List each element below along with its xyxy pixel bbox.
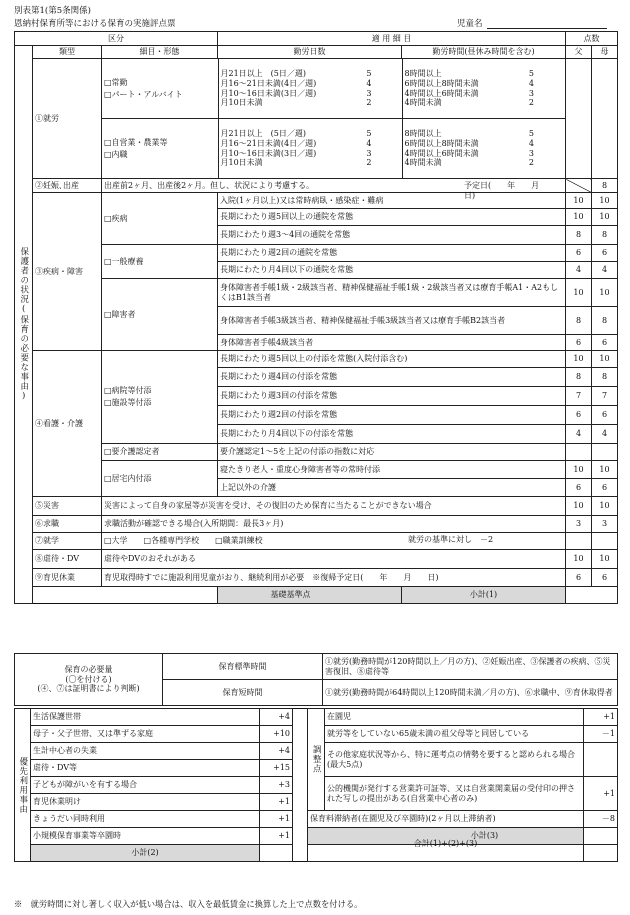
child-name-line (487, 28, 607, 29)
nursing-mother: 8 (592, 368, 618, 387)
option-parttime[interactable]: □パート・アルバイト (104, 89, 183, 99)
work-hours-points: 2 (528, 98, 534, 108)
illness-father: 6 (566, 335, 592, 351)
adjustment-item: 在園児 (325, 709, 584, 726)
father-header: 父 (566, 46, 592, 59)
nursing-father: 6 (566, 406, 592, 425)
priority-points: +1 (260, 811, 293, 828)
short-time-text: ①就労(勤務時間が64時間以上120時間未満／月の方)、⑥求職中、⑨育休取得者 (323, 680, 618, 706)
work-days-row: 月16～21日未満(4日／週) (220, 78, 317, 88)
illness-mother: 8 (592, 307, 618, 335)
pregnancy-father-na (566, 179, 592, 193)
standard-time-text: ①就労(勤務時間が120時間以上／月の方)、②妊娠出産、③保護者の疾病、⑤災害復旧、⑧虐待等 (323, 654, 618, 680)
option-home-work[interactable]: □内職 (104, 149, 128, 159)
nursing-mother: 6 (592, 406, 618, 425)
priority-points: +1 (260, 828, 293, 845)
work-hours-row: 6時間以上8時間未満 (404, 138, 479, 148)
adjustment-item: 就労等をしていない65歳未満の祖父母等と同居している (325, 726, 584, 743)
detail-header: 適 用 細 目 (218, 32, 566, 46)
employment-grid (102, 59, 566, 178)
column-gap (293, 709, 308, 862)
home-care-form[interactable]: □居宅内付添 (102, 461, 218, 497)
disaster-text: 災害によって自身の家屋等が災害を受け、その復旧のため保育に当たることができない場合 (102, 497, 566, 516)
nursing-row: 長期にわたり月4回以下の付添を常態 (218, 425, 566, 444)
schooling-father[interactable] (566, 533, 592, 550)
short-time-label[interactable]: 保育短時間 (163, 680, 323, 706)
subtotal3-label: 小計(3) (308, 828, 584, 845)
necessity-note: (④、⑦は証明書により判断) (37, 684, 140, 694)
pregnancy-due-date[interactable]: 予定日( 年 月 日) (464, 181, 556, 200)
work-hours-points: 2 (528, 158, 534, 168)
work-hours-row: 8時間以上 (404, 69, 442, 78)
nursing-father: 8 (566, 368, 592, 387)
illness-mother: 4 (592, 262, 618, 279)
work-days-row: 月10～16日未満(3日／週) (220, 148, 317, 158)
childcare-leave-father: 6 (566, 569, 592, 587)
illness-row: 長期にわたり月4回以下の通院を常態 (218, 262, 566, 279)
work-days-points: 5 (366, 129, 372, 138)
nursing-row: 長期にわたり週5回以上の付添を常態(入院付添含む) (218, 351, 566, 368)
employment-father[interactable] (566, 59, 592, 179)
priority-points: +10 (260, 726, 293, 743)
subtotal3-value[interactable] (584, 828, 618, 845)
subtotal2-value[interactable] (260, 845, 293, 862)
disability-form[interactable]: □障害者 (102, 279, 218, 351)
illness-father: 6 (566, 245, 592, 262)
abuse-type: ⑧虐待・DV (33, 550, 102, 569)
evaluation-table (14, 31, 618, 604)
standard-time-label[interactable]: 保育標準時間 (163, 654, 323, 680)
points-header: 点数 (566, 32, 618, 46)
illness-father: 10 (566, 279, 592, 307)
option-self-employed[interactable]: □自営業・農業等 (104, 137, 168, 147)
pregnancy-type: ②妊娠､出産 (33, 179, 102, 193)
nursing-mother: 10 (592, 351, 618, 368)
illness-mother: 10 (592, 193, 618, 209)
work-hours-row: 4時間以上6時間未満 (404, 88, 479, 98)
work-days-points: 3 (366, 148, 372, 158)
illness-row: 身体障害者手帳1級・2級該当者、精神保健福祉手帳1級・2級該当者又は療育手帳A1・A2もしくはB1該当者 (218, 279, 566, 307)
employment-type: ①就労 (33, 59, 102, 179)
illness-mother: 6 (592, 335, 618, 351)
adjustment-item: 保育料滞納者(在園児及び卒園時)(2ヶ月以上滞納者) (308, 811, 584, 828)
priority-item: 母子・父子世帯、又は準ずる家庭 (31, 726, 260, 743)
nursing-row: 寝たきり老人・重度心身障害者等の常時付添 (218, 461, 566, 479)
work-days-row: 月21日以上 (5日／週) (220, 129, 307, 138)
priority-points: +3 (260, 777, 293, 794)
work-days-header: 勤労日数 (218, 46, 402, 59)
illness-row: 身体障害者手帳3級該当者、精神保健福祉手帳3級該当者又は療育手帳B2該当者 (218, 307, 566, 335)
illness-type: ③疾病・障害 (33, 193, 102, 351)
form-title: 恩納村保育所等における保育の実施評点票 (14, 19, 176, 29)
work-days-points: 5 (366, 69, 372, 78)
work-hours-points: 4 (528, 138, 534, 148)
nursing-mother: 4 (592, 425, 618, 444)
employment-options-2 (102, 119, 218, 179)
total-value[interactable] (584, 845, 618, 862)
employment-options-1 (102, 59, 218, 119)
illness-mother: 8 (592, 226, 618, 245)
work-hours-row: 4時間未満 (404, 158, 442, 168)
priority-points: +4 (260, 709, 293, 726)
work-hours-header: 勤労時間(昼休み時間を含む) (402, 46, 566, 59)
employment-mother[interactable] (592, 59, 618, 179)
illness-form[interactable]: □疾病 (102, 193, 218, 245)
priority-item: 虐待・DV等 (31, 760, 260, 777)
priority-points: +1 (260, 794, 293, 811)
illness-father: 10 (566, 193, 592, 209)
schooling-type: ⑦就学 (33, 533, 102, 550)
work-hours-row: 4時間未満 (404, 98, 442, 108)
work-days-row: 月10日未満 (220, 158, 263, 168)
adjustment-points: －1 (584, 726, 618, 743)
nursing-row: 長期にわたり週2回の付添を常態 (218, 406, 566, 425)
work-hours-points: 3 (528, 88, 534, 98)
priority-label: 優先利用事由 (15, 709, 31, 862)
illness-father: 8 (566, 226, 592, 245)
nursing-row: 長期にわたり週4回の付添を常態 (218, 368, 566, 387)
illness-row: 長期にわたり週2回の通院を常態 (218, 245, 566, 262)
abuse-mother: 10 (592, 550, 618, 569)
work-days-row: 月10～16日未満(3日／週) (220, 88, 317, 98)
care-cert-mother[interactable] (592, 444, 618, 461)
adjustment-item: 公的機関が発行する営業許可証等、又は自営業開業届の受付印の押された写しの提出がある(自営業中心者のみ) (325, 777, 584, 811)
necessity-table (14, 653, 618, 706)
illness-row: 長期にわたり週3～4回の通院を常態 (218, 226, 566, 245)
adjustment-points[interactable] (584, 743, 618, 777)
illness-row: 入院(1ヶ月以上)又は常時病臥・感染症・難病 (218, 193, 566, 209)
nursing-type: ④看護・介護 (33, 351, 102, 497)
general-care-form[interactable]: □一般療養 (102, 245, 218, 279)
subtotal2-label: 小計(2) (31, 845, 260, 862)
nursing-mother: 6 (592, 479, 618, 497)
nursing-mother: 7 (592, 387, 618, 406)
job-seeking-type: ⑥求職 (33, 516, 102, 533)
form-label: 別表第1(第5条関係) (14, 6, 91, 16)
adjustment-label: 調整点 (308, 709, 325, 811)
nursing-father: 10 (566, 351, 592, 368)
work-days-points: 4 (366, 138, 372, 148)
adjustment-points: －8 (584, 811, 618, 828)
work-hours-row: 4時間以上6時間未満 (404, 148, 479, 158)
work-days-row: 月16～21日未満(4日／週) (220, 138, 317, 148)
illness-row: 長期にわたり週5回以上の通院を常態 (218, 209, 566, 226)
section-label: 保護者の状況(保育の必要な事由) (15, 46, 33, 604)
priority-adjustment-table (14, 708, 618, 862)
necessity-sub: (〇を付ける) (65, 674, 112, 684)
care-cert-text: 要介護認定1～5を上記の付添の指数に対応 (218, 444, 566, 461)
priority-item: きょうだい同時利用 (31, 811, 260, 828)
work-hours-list-1 (402, 59, 566, 119)
disaster-father: 10 (566, 497, 592, 516)
work-days-points: 2 (366, 158, 372, 168)
work-days-points: 3 (366, 88, 372, 98)
work-days-points: 2 (366, 98, 372, 108)
work-hours-row: 8時間以上 (404, 129, 442, 138)
disaster-mother: 10 (592, 497, 618, 516)
footnote: ※ 就労時間に対し著しく収入が低い場合は、収入を最低賃金に換算した上で点数を付ける。 (14, 899, 363, 909)
necessity-header (15, 654, 163, 706)
schooling-detail (102, 533, 566, 550)
priority-item: 育児休業明け (31, 794, 260, 811)
care-cert-father[interactable] (566, 444, 592, 461)
priority-item: 生計中心者の失業 (31, 743, 260, 760)
childcare-leave-type: ⑨育児休業 (33, 569, 102, 587)
nursing-father: 4 (566, 425, 592, 444)
abuse-father: 10 (566, 550, 592, 569)
work-days-row: 月10日未満 (220, 98, 263, 108)
schooling-options[interactable]: □大学 □各種専門学校 □職業訓練校 (104, 536, 263, 546)
work-hours-points: 5 (528, 69, 534, 78)
option-hospital[interactable]: □病院等付添 (104, 386, 152, 395)
pregnancy-mother: 8 (592, 179, 618, 193)
illness-father: 8 (566, 307, 592, 335)
illness-mother: 6 (592, 245, 618, 262)
nursing-father: 10 (566, 461, 592, 479)
nursing-row: 長期にわたり週3回の付添を常態 (218, 387, 566, 406)
total-label: 合計(1)+(2)+(3) (308, 836, 584, 853)
adjustment-points: +1 (584, 709, 618, 726)
job-seeking-mother: 3 (592, 516, 618, 533)
schooling-note: 就労の基準に対し －2 (408, 535, 494, 544)
adjustment-item: その他家庭状況等から、特に運考点の情勢を要すると認められる場合(最大5点) (325, 743, 584, 777)
priority-item: 小規模保育事業等卒園時 (31, 828, 260, 845)
pregnancy-text: 出産前2ヶ月、出産後2ヶ月。但し、状況により考慮する。 (104, 180, 315, 190)
work-hours-points: 5 (528, 129, 534, 138)
nursing-father: 7 (566, 387, 592, 406)
job-seeking-father: 3 (566, 516, 592, 533)
work-hours-row: 6時間以上8時間未満 (404, 78, 479, 88)
adjustment-points: +1 (584, 777, 618, 811)
form-header: 細目・形態 (102, 46, 218, 59)
childcare-leave-mother: 6 (592, 569, 618, 587)
category-header: 区分 (15, 32, 218, 46)
nursing-father: 6 (566, 479, 592, 497)
priority-item: 生活保護世帯 (31, 709, 260, 726)
child-name-label: 児童名 (457, 19, 483, 29)
subtotal1-label: 小計(1) (402, 587, 566, 604)
subtotal1-value[interactable] (566, 587, 618, 604)
mother-header: 母 (592, 46, 618, 59)
illness-mother: 10 (592, 279, 618, 307)
illness-father: 10 (566, 209, 592, 226)
option-facility[interactable]: □施設等付添 (104, 398, 152, 407)
work-hours-points: 3 (528, 148, 534, 158)
work-days-list-1 (218, 59, 402, 119)
abuse-text: 虐待やDVのおそれがある (102, 550, 566, 569)
illness-mother: 10 (592, 209, 618, 226)
work-hours-points: 4 (528, 78, 534, 88)
work-days-row: 月21日以上 (5日／週) (220, 69, 307, 78)
work-days-list-2 (218, 119, 402, 179)
nursing-mother: 10 (592, 461, 618, 479)
hospital-options (102, 351, 218, 444)
priority-points: +15 (260, 760, 293, 777)
necessity-title: 保育の必要量 (64, 664, 113, 674)
priority-points: +4 (260, 743, 293, 760)
option-fulltime[interactable]: □常勤 (104, 77, 128, 87)
job-seeking-text: 求職活動が確認できる場合(入所期間：最長3ヶ月) (102, 516, 566, 533)
work-hours-list-2 (402, 119, 566, 179)
priority-item: 子どもが障がいを有する場合 (31, 777, 260, 794)
type-header: 類型 (33, 46, 102, 59)
illness-row: 身体障害者手帳4級該当者 (218, 335, 566, 351)
schooling-mother[interactable] (592, 533, 618, 550)
care-cert-form[interactable]: □要介護認定者 (102, 444, 218, 461)
disaster-type: ⑤災害 (33, 497, 102, 516)
illness-father: 4 (566, 262, 592, 279)
base-score-spacer (33, 587, 218, 604)
nursing-row: 上記以外の介護 (218, 479, 566, 497)
childcare-leave-text: 育児取得時すでに施設利用児童がおり、継続利用が必要 ※復帰予定日( 年 月 日) (102, 569, 566, 587)
base-score-label: 基礎基準点 (218, 587, 402, 604)
work-days-points: 4 (366, 78, 372, 88)
